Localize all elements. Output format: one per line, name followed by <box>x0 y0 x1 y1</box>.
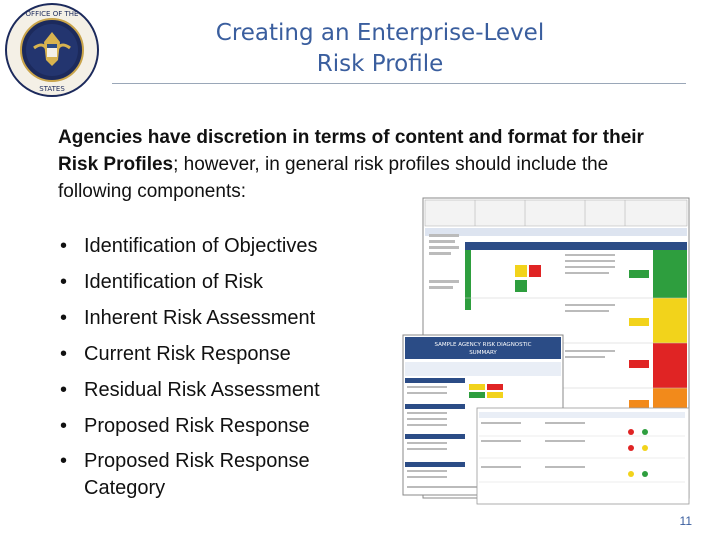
list-item: • Proposed Risk Response <box>60 408 390 444</box>
page-number: 11 <box>679 514 692 528</box>
svg-text:SAMPLE AGENCY RISK DIAGNOSTIC: SAMPLE AGENCY RISK DIAGNOSTIC <box>434 342 532 348</box>
risk-response-thumbnail <box>477 408 689 504</box>
risk-profile-document-thumbnails <box>395 190 695 510</box>
presidential-seal-logo <box>4 2 100 98</box>
svg-text:OFFICE OF THE: OFFICE OF THE <box>25 10 79 18</box>
intro-bold-text: Agencies have discretion in terms of content and format for their Risk Profiles <box>58 127 644 175</box>
svg-text:STATES: STATES <box>39 85 65 93</box>
list-item: • Proposed Risk Response Category <box>60 448 390 502</box>
list-item: • Identification of Objectives <box>60 228 390 264</box>
svg-text:SUMMARY: SUMMARY <box>469 350 497 356</box>
title-divider <box>112 83 686 84</box>
slide-title-line-1: Creating an Enterprise-Level <box>215 20 545 46</box>
list-item: • Identification of Risk <box>60 264 390 300</box>
list-item: • Inherent Risk Assessment <box>60 300 390 336</box>
slide-title-line-2: Risk Profile <box>316 51 444 77</box>
slide-title <box>150 18 610 80</box>
list-item: • Current Risk Response <box>60 336 390 372</box>
list-item: • Residual Risk Assessment <box>60 372 390 408</box>
intro-regular-text: ; however, in general risk profiles should include the following components: <box>58 154 609 202</box>
components-list <box>60 228 390 502</box>
